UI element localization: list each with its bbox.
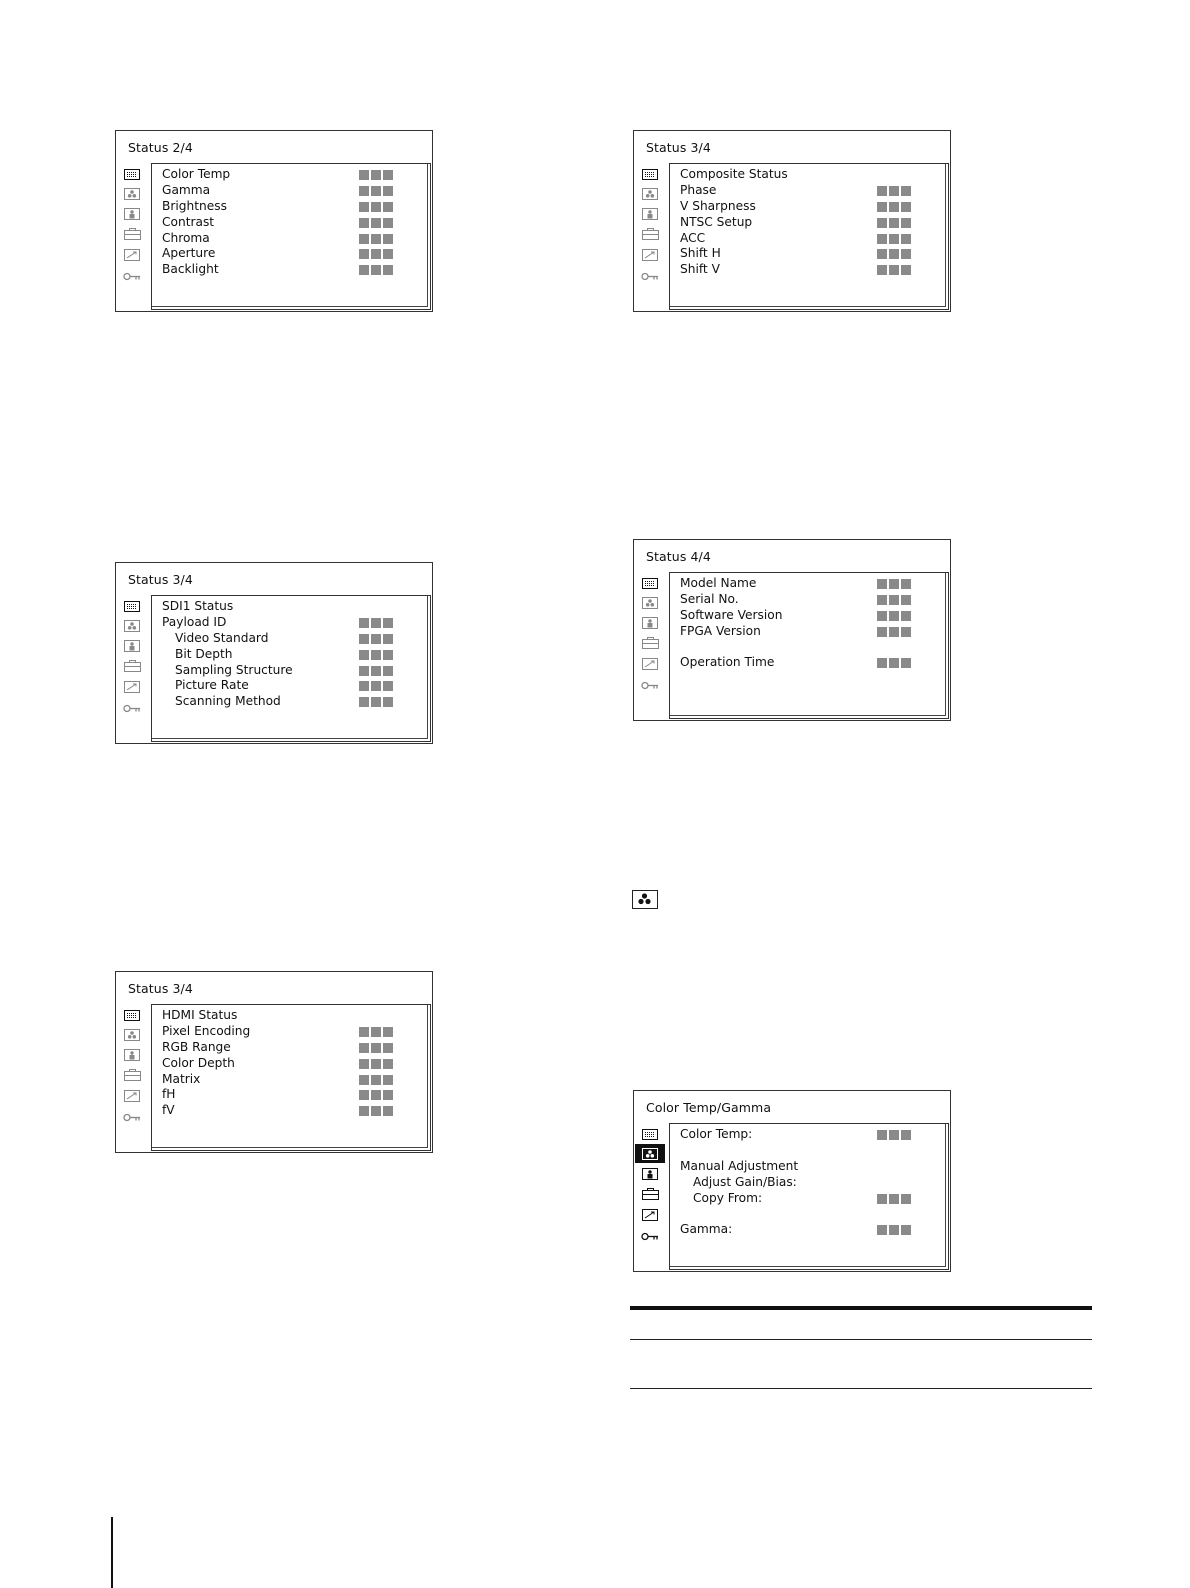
user-memory-icon[interactable]: [641, 1187, 659, 1201]
menu-row[interactable]: [162, 1040, 430, 1056]
menu-row-label: Shift H: [680, 246, 721, 261]
status-icon[interactable]: [123, 1008, 141, 1022]
menu-row-label: Matrix: [162, 1071, 201, 1086]
menu-row[interactable]: [162, 647, 430, 663]
menu-row-label: SDI1 Status: [162, 599, 234, 613]
panel-title: Status 4/4: [646, 549, 711, 564]
value-placeholder: [877, 1225, 913, 1235]
menu-row[interactable]: [162, 631, 430, 647]
status-icon[interactable]: [641, 576, 659, 590]
value-placeholder: [877, 265, 913, 275]
remote-icon[interactable]: [123, 1089, 141, 1103]
value-placeholder: [877, 595, 913, 605]
menu-row-label: Phase: [680, 182, 717, 197]
panel-content: [669, 163, 949, 310]
menu-row-label: Color Temp:: [680, 1127, 753, 1141]
value-placeholder: [877, 218, 913, 228]
color-temp-icon[interactable]: [123, 187, 141, 201]
remote-icon[interactable]: [641, 248, 659, 262]
sdi1-status-panel: [115, 562, 433, 744]
menu-row-label: Chroma: [162, 230, 210, 245]
menu-row[interactable]: [680, 655, 948, 671]
value-placeholder: [877, 579, 913, 589]
status-icon[interactable]: [641, 167, 659, 181]
remote-icon[interactable]: [641, 1208, 659, 1222]
menu-row[interactable]: [680, 624, 948, 640]
key-lock-icon[interactable]: [123, 269, 141, 283]
menu-row[interactable]: [162, 1024, 430, 1040]
menu-row[interactable]: [162, 663, 430, 679]
menu-row-label: Operation Time: [680, 655, 775, 670]
user-config-icon[interactable]: [123, 639, 141, 653]
value-placeholder: [359, 634, 395, 644]
value-placeholder: [359, 650, 395, 660]
menu-row[interactable]: [162, 694, 430, 710]
menu-row[interactable]: [680, 1222, 948, 1238]
value-placeholder: [877, 202, 913, 212]
menu-row-label: Gamma: [162, 182, 211, 197]
menu-row[interactable]: [680, 246, 948, 262]
menu-row[interactable]: [162, 246, 430, 262]
menu-row-label: Color Temp: [162, 167, 231, 181]
menu-row[interactable]: [680, 262, 948, 278]
status-icon[interactable]: [123, 167, 141, 181]
user-memory-icon[interactable]: [123, 227, 141, 241]
value-placeholder: [877, 627, 913, 637]
menu-row-label: V Sharpness: [680, 198, 756, 213]
menu-row[interactable]: [162, 678, 430, 694]
panel-content: [151, 163, 431, 310]
page-margin-bar: [111, 1517, 113, 1588]
menu-row-label: Gamma:: [680, 1222, 733, 1237]
panel-title: Color Temp/Gamma: [646, 1100, 772, 1115]
value-placeholder: [359, 1043, 395, 1053]
panel-content: [669, 1123, 949, 1270]
menu-row[interactable]: [680, 576, 948, 592]
menu-row-label: Model Name: [680, 576, 757, 590]
key-lock-icon[interactable]: [123, 1110, 141, 1124]
menu-row-label: Pixel Encoding: [162, 1023, 251, 1038]
user-config-icon[interactable]: [641, 207, 659, 221]
value-placeholder: [359, 234, 395, 244]
menu-row-label: RGB Range: [162, 1039, 231, 1054]
menu-row-label: Scanning Method: [175, 694, 281, 709]
remote-icon[interactable]: [641, 657, 659, 671]
menu-row[interactable]: [162, 599, 430, 615]
menu-row-label: Serial No.: [680, 591, 739, 606]
panel-content: [151, 1004, 431, 1151]
menu-row[interactable]: [680, 231, 948, 247]
value-placeholder: [877, 611, 913, 621]
value-placeholder: [877, 658, 913, 668]
menu-row[interactable]: [680, 167, 948, 183]
menu-row[interactable]: [680, 640, 948, 656]
composite-status-panel: [633, 130, 951, 312]
menu-row-label: HDMI Status: [162, 1008, 238, 1022]
user-memory-icon[interactable]: [123, 659, 141, 673]
value-placeholder: [359, 218, 395, 228]
remote-icon[interactable]: [123, 248, 141, 262]
menu-row[interactable]: [680, 1127, 948, 1143]
value-placeholder: [359, 186, 395, 196]
table-bottom-rule: [630, 1388, 1092, 1389]
value-placeholder: [877, 1194, 913, 1204]
user-config-icon[interactable]: [123, 207, 141, 221]
menu-row[interactable]: [680, 1159, 948, 1175]
menu-row-label: fV: [162, 1103, 175, 1118]
value-placeholder: [359, 618, 395, 628]
menu-row[interactable]: [680, 183, 948, 199]
panel-title: Status 3/4: [128, 572, 193, 587]
menu-row[interactable]: [680, 1191, 948, 1207]
value-placeholder: [359, 1090, 395, 1100]
panel-content: [151, 595, 431, 742]
menu-row[interactable]: [162, 1008, 430, 1024]
color-temp-icon[interactable]: [641, 596, 659, 610]
menu-row-label: NTSC Setup: [680, 214, 753, 229]
color-temp-icon[interactable]: [641, 187, 659, 201]
menu-row[interactable]: [162, 231, 430, 247]
value-placeholder: [359, 249, 395, 259]
menu-row[interactable]: [162, 1072, 430, 1088]
menu-row[interactable]: [680, 608, 948, 624]
value-placeholder: [359, 170, 395, 180]
panel-title: Status 2/4: [128, 140, 193, 155]
key-lock-icon[interactable]: [641, 678, 659, 692]
menu-row-label: Sampling Structure: [175, 662, 293, 677]
table-row-rule: [630, 1339, 1092, 1340]
value-placeholder: [359, 697, 395, 707]
color-temp-gamma-panel: [633, 1090, 951, 1272]
menu-row[interactable]: [680, 1143, 948, 1159]
status-icon[interactable]: [123, 599, 141, 613]
user-config-icon[interactable]: [641, 616, 659, 630]
value-placeholder: [359, 1075, 395, 1085]
user-config-icon[interactable]: [641, 1167, 659, 1181]
menu-row[interactable]: [162, 262, 430, 278]
menu-row[interactable]: [680, 215, 948, 231]
menu-row[interactable]: [680, 1175, 948, 1191]
menu-row-label: Payload ID: [162, 614, 227, 629]
user-memory-icon[interactable]: [641, 636, 659, 650]
menu-row[interactable]: [680, 1206, 948, 1222]
value-placeholder: [359, 666, 395, 676]
menu-row-label: Color Depth: [162, 1055, 235, 1070]
status-icon[interactable]: [641, 1127, 659, 1141]
menu-row[interactable]: [162, 183, 430, 199]
menu-row-label: Picture Rate: [175, 678, 249, 693]
value-placeholder: [359, 1106, 395, 1116]
menu-row[interactable]: [162, 615, 430, 631]
color-temp-icon: [632, 890, 658, 909]
menu-row-label: Shift V: [680, 262, 720, 277]
menu-row[interactable]: [162, 1056, 430, 1072]
value-placeholder: [877, 1130, 913, 1140]
value-placeholder: [359, 265, 395, 275]
value-placeholder: [877, 249, 913, 259]
panel-content: [669, 572, 949, 719]
menu-row[interactable]: [680, 592, 948, 608]
user-config-icon[interactable]: [123, 1048, 141, 1062]
table-top-rule: [630, 1306, 1092, 1310]
key-lock-icon[interactable]: [641, 269, 659, 283]
menu-row-label: Software Version: [680, 607, 783, 622]
status-4-4-panel: [633, 539, 951, 721]
user-memory-icon[interactable]: [641, 227, 659, 241]
status-2-4-panel: [115, 130, 433, 312]
menu-row[interactable]: [680, 199, 948, 215]
value-placeholder: [359, 1059, 395, 1069]
menu-row-label: ACC: [680, 230, 706, 245]
menu-row-label: Brightness: [162, 198, 227, 213]
menu-row-label: FPGA Version: [680, 623, 761, 638]
hdmi-status-panel: [115, 971, 433, 1153]
menu-row-label: Composite Status: [680, 167, 788, 181]
remote-icon[interactable]: [123, 680, 141, 694]
menu-row-label: Adjust Gain/Bias:: [693, 1174, 797, 1189]
key-lock-icon[interactable]: [123, 701, 141, 715]
menu-row[interactable]: [162, 199, 430, 215]
key-lock-icon[interactable]: [641, 1229, 659, 1243]
value-placeholder: [359, 202, 395, 212]
menu-row-label: Contrast: [162, 214, 215, 229]
menu-row[interactable]: [162, 215, 430, 231]
menu-row-label: Video Standard: [175, 630, 269, 645]
menu-row[interactable]: [162, 167, 430, 183]
menu-row-label: Bit Depth: [175, 646, 233, 661]
menu-row[interactable]: [162, 1087, 430, 1103]
user-memory-icon[interactable]: [123, 1068, 141, 1082]
color-temp-icon[interactable]: [123, 619, 141, 633]
color-temp-icon[interactable]: [635, 1144, 665, 1163]
panel-title: Status 3/4: [646, 140, 711, 155]
value-placeholder: [359, 1027, 395, 1037]
value-placeholder: [359, 681, 395, 691]
menu-row-label: fH: [162, 1087, 176, 1102]
menu-row[interactable]: [162, 1103, 430, 1119]
menu-row-label: Manual Adjustment: [680, 1158, 799, 1173]
color-temp-icon[interactable]: [123, 1028, 141, 1042]
value-placeholder: [877, 186, 913, 196]
menu-row-label: Copy From:: [693, 1190, 763, 1205]
menu-row-label: Backlight: [162, 262, 219, 277]
value-placeholder: [877, 234, 913, 244]
panel-title: Status 3/4: [128, 981, 193, 996]
menu-row-label: Aperture: [162, 246, 216, 261]
